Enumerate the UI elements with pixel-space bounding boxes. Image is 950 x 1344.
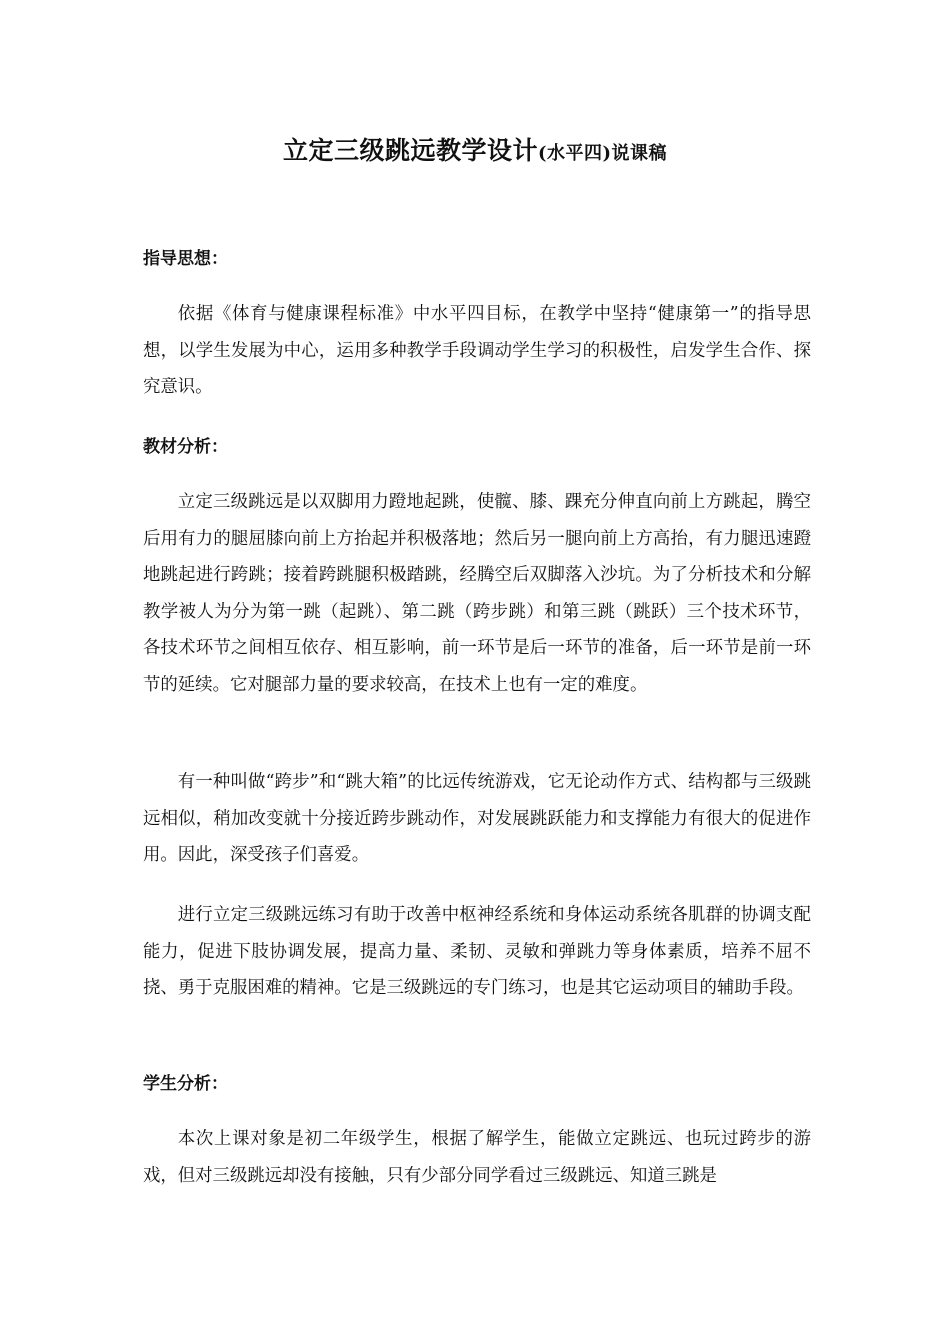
section-heading-guiding-ideology: 指导思想：	[143, 249, 228, 269]
paragraph-guiding-ideology: 依据《体育与健康课程标准》中水平四目标，在教学中坚持“健康第一”的指导思想，以学生发展为中心，运用多种教学手段调动学生学习的积极性，启发学生合作、探究意识。	[143, 304, 811, 397]
title-main: 立定三级跳远教学设计	[282, 136, 538, 165]
paragraph-student-analysis: 本次上课对象是初二年级学生，根据了解学生，能做立定跳远、也玩过跨步的游戏，但对三级跳远却没有接触，只有少部分同学看过三级跳远、知道三跳是	[143, 1129, 811, 1186]
document-title	[0, 133, 950, 172]
title-suffix: (水平四)说课稿	[537, 143, 668, 164]
paragraph-material-analysis-1: 立定三级跳远是以双脚用力蹬地起跳，使髋、膝、踝充分伸直向前上方跳起，腾空后用有力的腿屈膝向前上方抬起并积极落地；然后另一腿向前上方高抬，有力腿迅速蹬地跳起进行跨跳；接着跨跳腿积极踏跳，经腾空后双脚落入沙坑。为了分析技术和分解教学被人为分为第一跳（起跳）、第二跳（跨步跳）和第三跳（跳跃）三个技术环节，各技术环节之间相互依存、相互影响，前一环节是后一环节的准备，后一环节是前一环节的延续。它对腿部力量的要求较高，在技术上也有一定的难度。	[143, 492, 811, 695]
section-heading-student-analysis: 学生分析：	[143, 1074, 228, 1094]
paragraph-material-analysis-3: 进行立定三级跳远练习有助于改善中枢神经系统和身体运动系统各肌群的协调支配能力，促进下肢协调发展，提高力量、柔韧、灵敏和弹跳力等身体素质，培养不屈不挠、勇于克服困难的精神。它是三级跳远的专门练习，也是其它运动项目的辅助手段。	[143, 905, 811, 998]
section-heading-material-analysis: 教材分析：	[143, 437, 228, 457]
paragraph-material-analysis-2: 有一种叫做“跨步”和“跳大箱”的比远传统游戏，它无论动作方式、结构都与三级跳远相似，稍加改变就十分接近跨步跳动作，对发展跳跃能力和支撑能力有很大的促进作用。因此，深受孩子们喜爱。	[143, 772, 811, 865]
